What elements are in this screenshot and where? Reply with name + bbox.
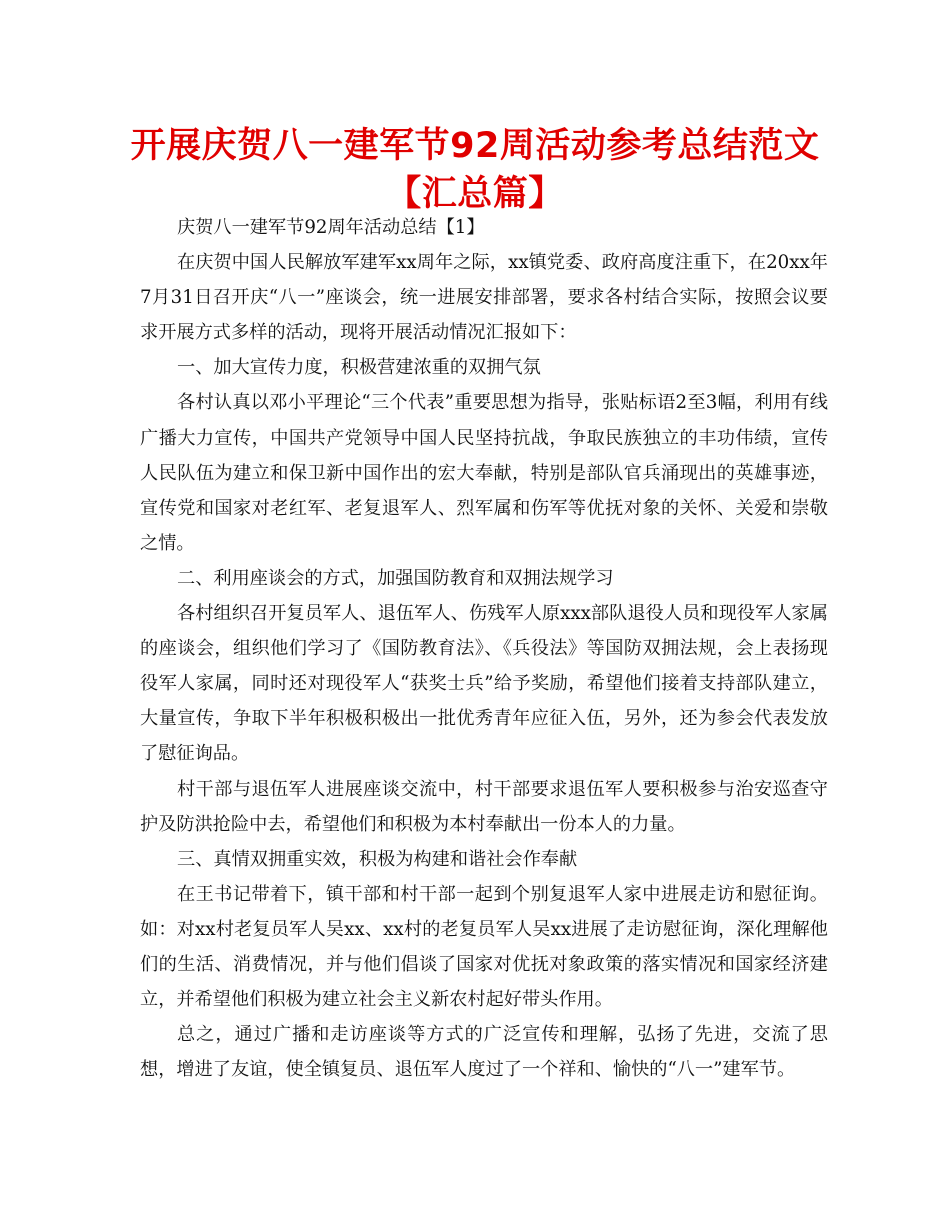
intro-paragraph: 在庆贺中国人民解放军建军xx周年之际，xx镇党委、政府高度注重下，在20xx年7月31日召开庆“八一”座谈会，统一进展安排部署，要求各村结合实际，按照会议要求开展方式多样的活动，现将开展活动情况汇报如下： [140, 252, 828, 344]
section-heading-2: 二、利用座谈会的方式，加强国防教育和双拥法规学习 [177, 567, 614, 589]
conclusion-paragraph: 总之，通过广播和走访座谈等方式的广泛宣传和理解，弘扬了先进，交流了思想，增进了友谊，使全镇复员、退伍军人度过了一个祥和、愉快的“八一”建军节。 [140, 1024, 828, 1081]
section-3-paragraph: 在王书记带着下，镇干部和村干部一起到个别复退军人家中进展走访和慰征询。如：对xx村老复员军人吴xx、xx村的老复员军人吴xx进展了走访慰征询，深化理解他们的生活、消费情况，并与他们倡谈了国家对优抚对象政策的落实情况和国家经济建立，并希望他们积极为建立社会主义新农村起好带头作用。 [140, 883, 828, 1011]
document-body [140, 210, 828, 1087]
section-2-paragraph-2: 村干部与退伍军人进展座谈交流中，村干部要求退伍军人要积极参与治安巡查守护及防洪抢险中去，希望他们和积极为本村奉献出一份本人的力量。 [140, 778, 828, 835]
document-title-line-2: 【汇总篇】 [386, 174, 564, 214]
section-heading-3: 三、真情双拥重实效，积极为构建和谐社会作奉献 [177, 848, 578, 870]
section-1-paragraph: 各村认真以邓小平理论“三个代表”重要思想为指导，张贴标语2至3幅，利用有线广播大力宣传，中国共产党领导中国人民坚持抗战，争取民族独立的丰功伟绩，宣传人民队伍为建立和保卫新中国作出的宏大奉献，特别是部队官兵涌现出的英雄事迹，宣传党和国家对老红军、老复退军人、烈军属和伤军等优抚对象的关怀、关爱和崇敬之情。 [140, 392, 828, 554]
document-title-line-1: 开展庆贺八一建军节92周活动参考总结范文 [130, 126, 820, 166]
section-2-paragraph-1: 各村组织召开复员军人、退伍军人、伤残军人原xxx部队退役人员和现役军人家属的座谈会，组织他们学习了《国防教育法》、《兵役法》等国防双拥法规，会上表扬现役军人家属，同时还对现役军人“获奖士兵”给予奖励，希望他们接着支持部队建立，大量宣传，争取下半年积极积极出一批优秀青年应征入伍，另外，还为参会代表发放了慰征询品。 [140, 603, 828, 765]
section-heading-1: 一、加大宣传力度，积极营建浓重的双拥气氛 [177, 357, 541, 379]
section-subtitle: 庆贺八一建军节92周年活动总结【1】 [177, 217, 485, 238]
